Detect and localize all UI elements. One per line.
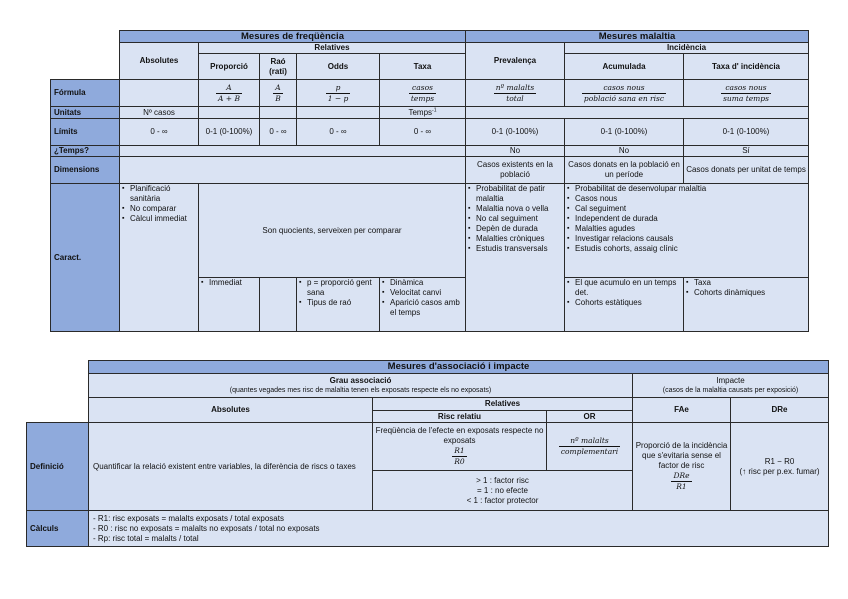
- col-incidencia: Incidència: [565, 43, 809, 54]
- col-acumulada: Acumulada: [565, 54, 684, 80]
- caract-taxa-incidencia: [684, 278, 809, 332]
- col-risc-relatiu: Risc relatiu: [373, 411, 547, 423]
- row-definicio: Definició: [27, 423, 89, 511]
- caract-acumulada: [565, 278, 684, 332]
- dim-prevalenca: Casos existents en la població: [466, 157, 565, 184]
- col-taxa: Taxa: [380, 54, 466, 80]
- list-item: ▪ Taxa: [686, 278, 806, 288]
- association-impact-table: [26, 360, 829, 547]
- list-item: ▪ Depèn de durada: [468, 224, 562, 234]
- list-item: ▪ El que acumulo en un temps det.: [567, 278, 681, 298]
- assoc-title: Mesures d'associació i impacte: [89, 361, 829, 374]
- temps-prevalenca: No: [466, 146, 565, 157]
- list-item: ▪ Investigar relacions causals: [567, 234, 806, 244]
- list-item: ▪ Malalties cròniques: [468, 234, 562, 244]
- col-relatives: Relatives: [199, 43, 466, 54]
- row-dimensions: Dimensions: [51, 157, 120, 184]
- disease-title: Mesures malaltia: [466, 31, 809, 43]
- col-proporcio: Proporció: [199, 54, 260, 80]
- list-item: ▪ Immediat: [201, 278, 257, 288]
- col-absolutes: Absolutes: [120, 43, 199, 80]
- calculs-list: [89, 511, 829, 547]
- caract-taxa: [380, 278, 466, 332]
- caract-prevalenca: [466, 184, 565, 332]
- limits-proporcio: 0-1 (0-100%): [199, 119, 260, 146]
- list-item: ▪ Tipus de raó: [299, 298, 377, 308]
- row-caract: Caract.: [51, 184, 120, 332]
- caract-odds: [297, 278, 380, 332]
- row-temps: ¿Temps?: [51, 146, 120, 157]
- temps-acumulada: No: [565, 146, 684, 157]
- unitats-absolutes: Nº casos: [120, 107, 199, 119]
- def-dre: R1 − R0 (↑ risc per p.ex. fumar): [731, 423, 829, 511]
- list-item: ▪ Planificació sanitària: [122, 184, 196, 204]
- limits-prevalenca: 0-1 (0-100%): [466, 119, 565, 146]
- formula-acumulada: $\frac{\text{casos nous}}{\text{població sana en risc}}$: [565, 80, 684, 107]
- def-risc-relatiu: Freqüència de l'efecte en exposats respecte no exposats $\frac{R1}{R0}$: [373, 423, 547, 471]
- list-item: ▪ p = proporció gent sana: [299, 278, 377, 298]
- list-item: ▪ Càlcul immediat: [122, 214, 196, 224]
- list-item: ▪ Dinàmica: [382, 278, 463, 288]
- blank-corner: [51, 31, 120, 43]
- limits-acumulada: 0-1 (0-100%): [565, 119, 684, 146]
- list-item: - R0 : risc no exposats = malalts no exposats / total no exposats: [93, 523, 320, 533]
- list-item: ▪ Malaltia nova o vella: [468, 204, 562, 214]
- limits-absolutes: 0 - ∞: [120, 119, 199, 146]
- col-relatives: Relatives: [373, 398, 633, 411]
- list-item: ▪ Probabilitat de desenvolupar malaltia: [567, 184, 806, 194]
- frequency-disease-table: [50, 30, 809, 332]
- row-limits: Límits: [51, 119, 120, 146]
- caract-absolutes: [120, 184, 199, 332]
- formula-taxa: $\frac{\text{casos}}{\text{temps}}$: [380, 80, 466, 107]
- col-grau-associacio: Grau associació (quantes vegades mes risc de malaltia tenen els exposats respecte els no exposats): [89, 374, 633, 398]
- list-item: ▪ Independent de durada: [567, 214, 806, 224]
- list-item: - R1: risc exposats = malalts exposats / total exposats: [93, 513, 284, 523]
- list-item: ▪ Cohorts dinàmiques: [686, 288, 806, 298]
- col-prevalenca: Prevalença: [466, 43, 565, 80]
- col-odds: Odds: [297, 54, 380, 80]
- col-or: OR: [547, 411, 633, 423]
- caract-incidencia: [565, 184, 809, 278]
- list-item: ▪ Casos nous: [567, 194, 806, 204]
- list-item: ▪ Aparició casos amb el temps: [382, 298, 463, 318]
- list-item: ▪ No comparar: [122, 204, 196, 214]
- row-calculs: Càlculs: [27, 511, 89, 547]
- list-item: ▪ Estudis transversals: [468, 244, 562, 254]
- formula-prevalenca: $\frac{\text{nº malalts}}{\text{total}}$: [466, 80, 565, 107]
- dim-taxa-incidencia: Casos donats per unitat de temps: [684, 157, 809, 184]
- formula-rao: $\frac{A}{B}$: [260, 80, 297, 107]
- unitats-taxa: Temps$^{-1}$: [380, 107, 466, 119]
- list-item: ▪ Malalties agudes: [567, 224, 806, 234]
- limits-taxa-incidencia: 0-1 (0-100%): [684, 119, 809, 146]
- list-item: ▪ Cohorts estàtiques: [567, 298, 681, 308]
- formula-odds: $\frac{p}{1 - p}$: [297, 80, 380, 107]
- list-item: - Rp: risc total = malalts / total: [93, 533, 199, 543]
- col-rao: Raó (rati): [260, 54, 297, 80]
- list-item: ▪ Cal seguiment: [567, 204, 806, 214]
- col-dre: DRe: [731, 398, 829, 423]
- formula-proporcio: $\frac{A}{A + B}$: [199, 80, 260, 107]
- freq-title: Mesures de freqüència: [120, 31, 466, 43]
- col-taxa-incidencia: Taxa d' incidència: [684, 54, 809, 80]
- def-or: $\frac{\text{nº malalts}}{\text{complementari}}$: [547, 423, 633, 471]
- dim-acumulada: Casos donats en la població en un període: [565, 157, 684, 184]
- list-item: ▪ Velocitat canvi: [382, 288, 463, 298]
- row-unitats: Unitats: [51, 107, 120, 119]
- col-absolutes: Absolutes: [89, 398, 373, 423]
- formula-taxa-incidencia: $\frac{\text{casos nous}}{\text{suma temps}}$: [684, 80, 809, 107]
- row-formula: Fórmula: [51, 80, 120, 107]
- list-item: ▪ Probabilitat de patir malaltia: [468, 184, 562, 204]
- caract-proporcio: [199, 278, 260, 332]
- caract-relatives: Son quocients, serveixen per comparar: [199, 184, 466, 278]
- temps-taxa-incidencia: Sí: [684, 146, 809, 157]
- limits-rao: 0 - ∞: [260, 119, 297, 146]
- list-item: ▪ Estudis cohorts, assaig clínic: [567, 244, 806, 254]
- def-interpretacio: > 1 : factor risc = 1 : no efecte < 1 : factor protector: [373, 471, 633, 511]
- col-impacte: Impacte (casos de la malaltia causats per exposició): [633, 374, 829, 398]
- limits-taxa: 0 - ∞: [380, 119, 466, 146]
- limits-odds: 0 - ∞: [297, 119, 380, 146]
- def-absolutes: Quantificar la relació existent entre variables, la diferència de riscs o taxes: [89, 423, 373, 511]
- col-fae: FAe: [633, 398, 731, 423]
- list-item: ▪ No cal seguiment: [468, 214, 562, 224]
- def-fae: Proporció de la incidència que s'evitaria sense el factor de risc $\frac{\text{DRe}}{R1}$: [633, 423, 731, 511]
